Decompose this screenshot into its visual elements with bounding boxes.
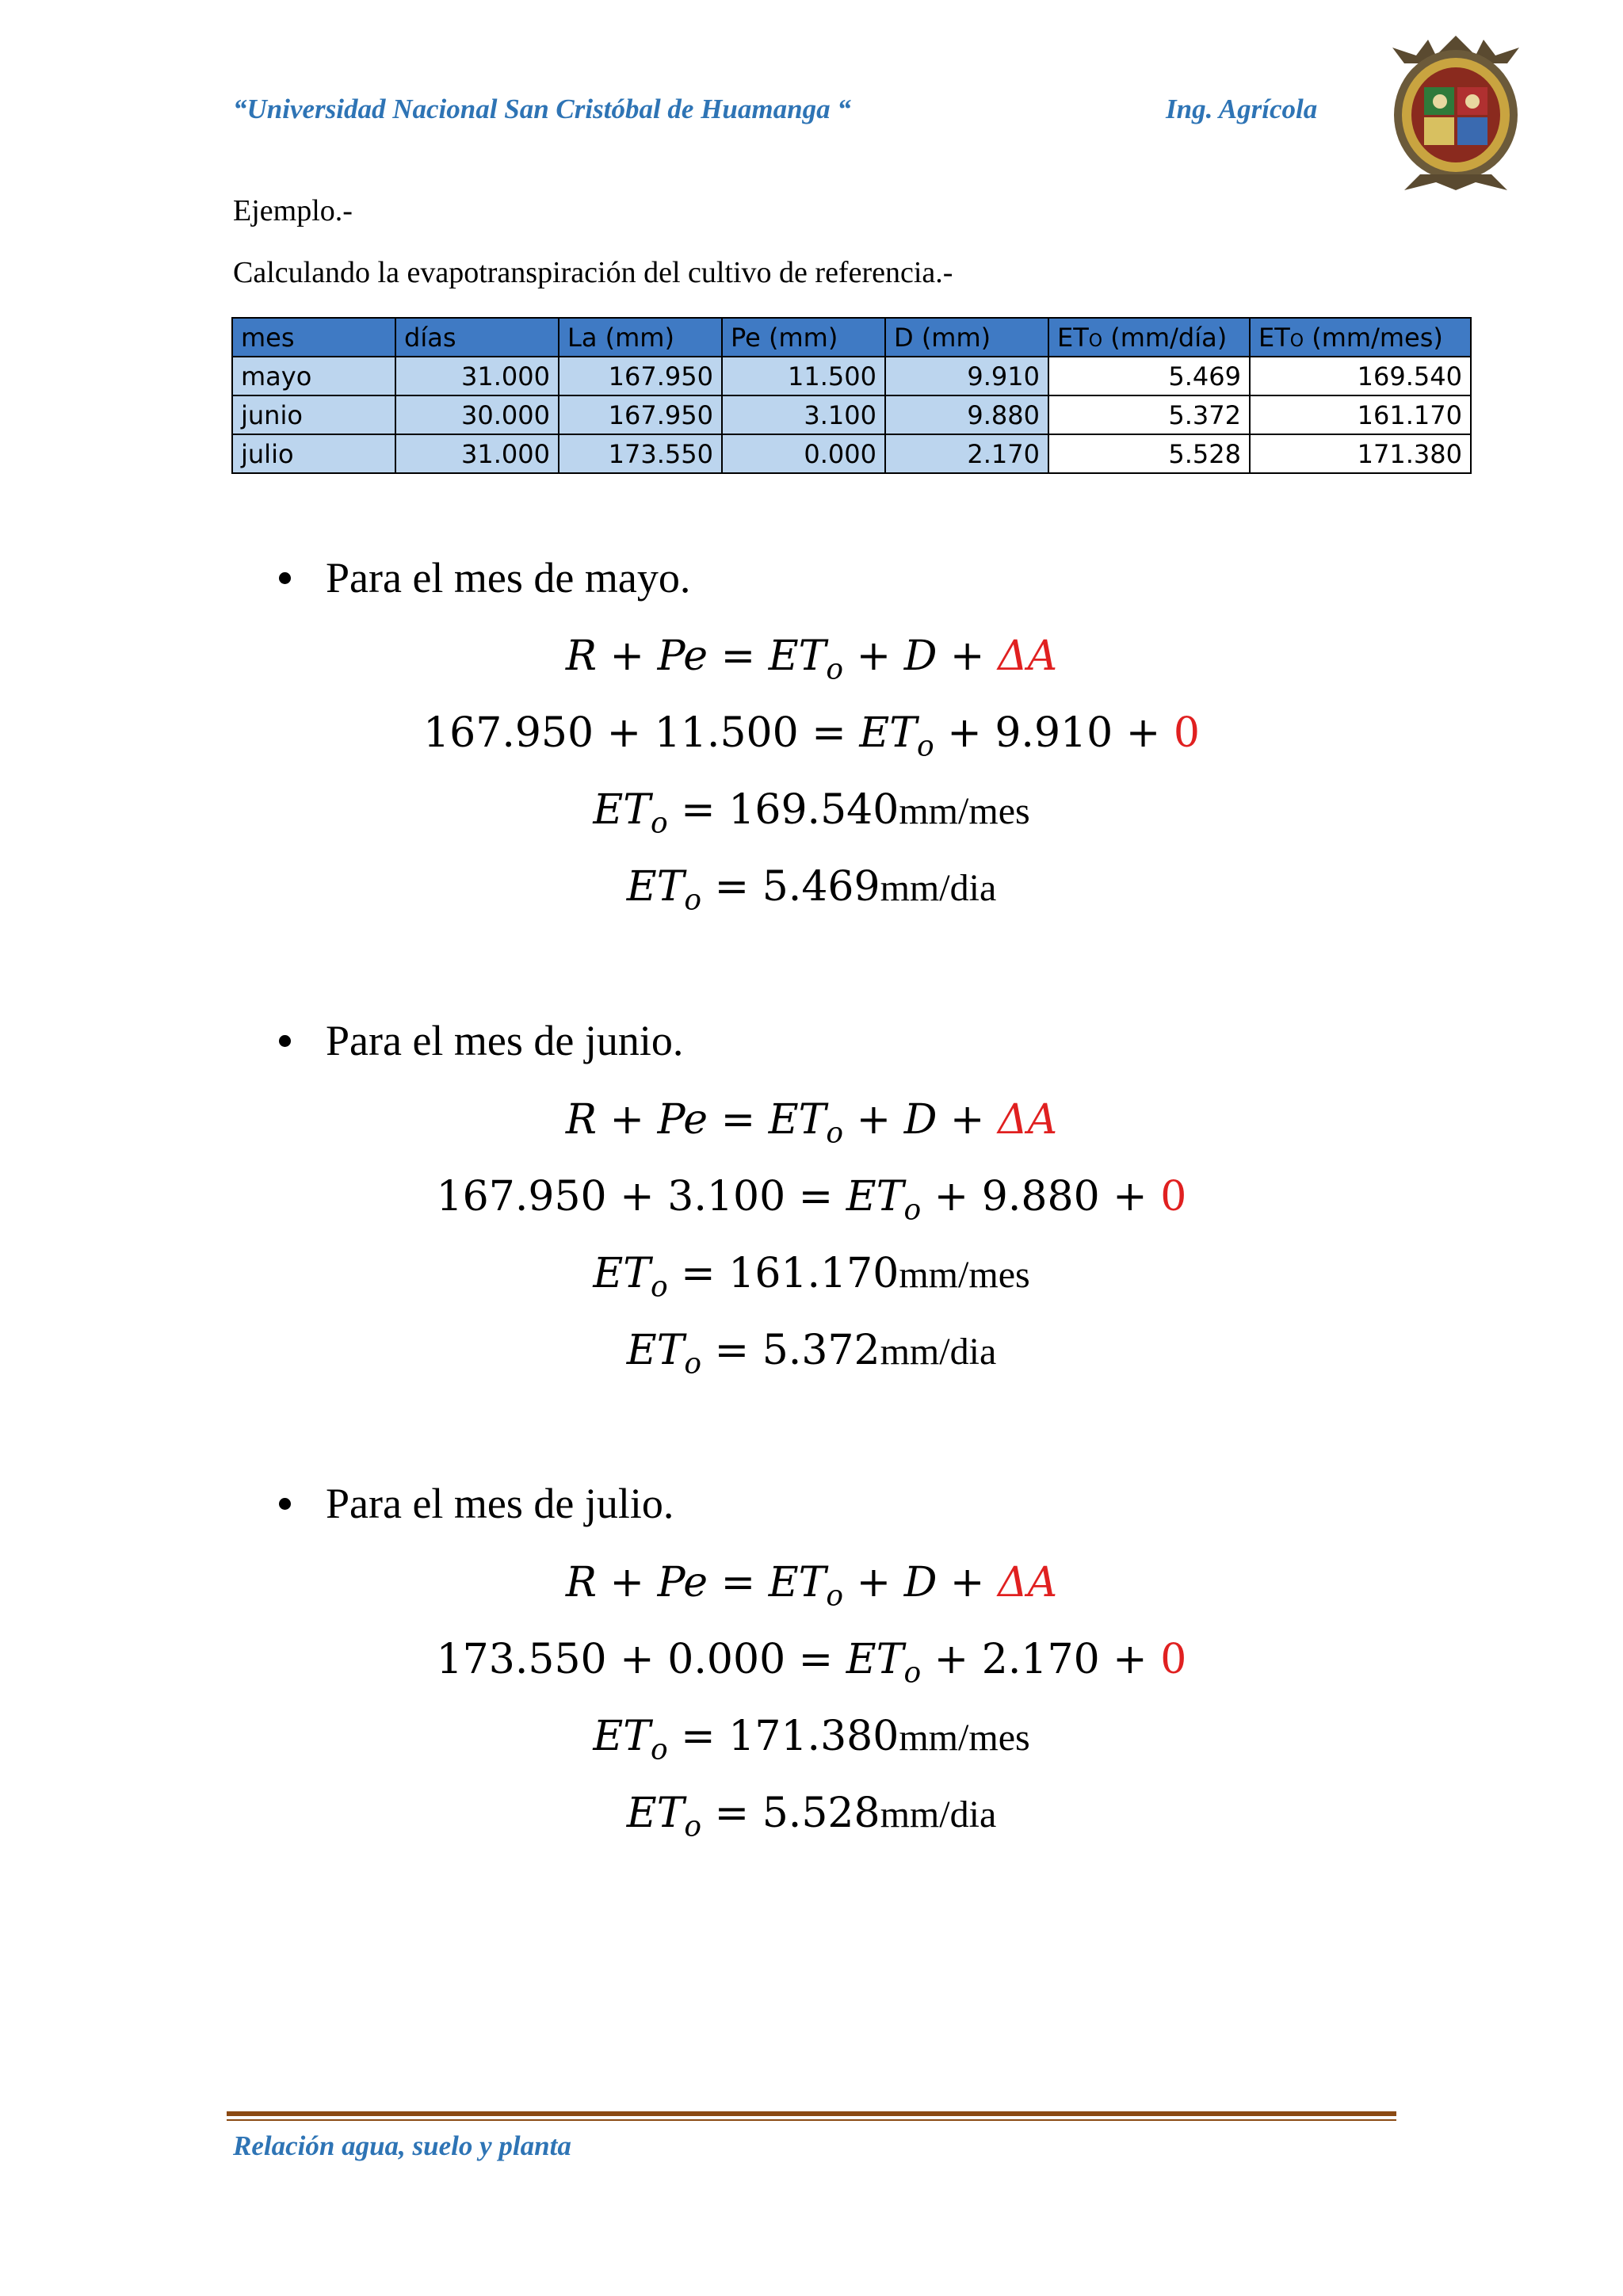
table-cell: 5.469 — [1048, 357, 1250, 395]
col-header-dias: días — [395, 318, 559, 357]
table-cell: 169.540 — [1250, 357, 1471, 395]
table-cell: 11.500 — [722, 357, 885, 395]
table-cell: 30.000 — [395, 395, 559, 434]
col-header-eto-mes: ETO (mm/mes) — [1250, 318, 1471, 357]
col-header-pe: Pe (mm) — [722, 318, 885, 357]
section-title-text: Para el mes de mayo. — [326, 554, 691, 602]
table-cell: junio — [232, 395, 395, 434]
table-cell: 173.550 — [559, 434, 722, 473]
result-eto-month: $ET_o = 171.380mm/mes$ — [593, 1713, 1030, 1767]
col-header-la: La (mm) — [559, 318, 722, 357]
section-junio-title — [279, 1016, 683, 1065]
table-cell: 0.000 — [722, 434, 885, 473]
result-eto-month: $ET_o = 169.540mm/mes$ — [593, 786, 1030, 840]
col-header-mes: mes — [232, 318, 395, 357]
table-cell: 167.950 — [559, 395, 722, 434]
table-cell: 171.380 — [1250, 434, 1471, 473]
table-cell: 31.000 — [395, 357, 559, 395]
delta-a-value: 0 — [1173, 709, 1200, 757]
equation-values: $167.950 + 11.500 = ET_o + 9.910 + 0$ — [423, 709, 1200, 763]
table-cell: 9.880 — [885, 395, 1048, 434]
result-eto-day: $ET_o = 5.528mm/dia$ — [626, 1790, 997, 1843]
equation-values: $173.550 + 0.000 = ET_o + 2.170 + 0$ — [436, 1636, 1187, 1690]
section-mayo-title — [279, 553, 690, 602]
bullet-icon — [279, 572, 291, 584]
equation-values: $167.950 + 3.100 = ET_o + 9.880 + 0$ — [436, 1173, 1187, 1227]
footer-rule — [227, 2111, 1396, 2116]
section-julio-title — [279, 1479, 674, 1528]
table-header-row — [232, 318, 1471, 357]
header-school: Ing. Agrícola — [1166, 94, 1318, 124]
delta-a-term: ΔA — [998, 1096, 1058, 1144]
col-header-d: D (mm) — [885, 318, 1048, 357]
table-cell: 5.528 — [1048, 434, 1250, 473]
example-label: Ejemplo.- — [233, 194, 353, 227]
table-row — [232, 357, 1471, 395]
col-header-eto-dia: ETO (mm/día) — [1048, 318, 1250, 357]
table-cell: 5.372 — [1048, 395, 1250, 434]
equation-general: $R + Pe = ET_o + D + \Delta A$ — [565, 1559, 1058, 1613]
university-seal-icon — [1388, 32, 1523, 194]
table-cell: mayo — [232, 357, 395, 395]
header-university: “Universidad Nacional San Cristóbal de Huamanga “ — [233, 94, 851, 124]
table-cell: julio — [232, 434, 395, 473]
delta-a-term: ΔA — [998, 632, 1058, 680]
delta-a-term: ΔA — [998, 1559, 1058, 1606]
table-cell: 167.950 — [559, 357, 722, 395]
footer-rule-thin — [227, 2119, 1396, 2121]
section-title-text: Para el mes de julio. — [326, 1480, 674, 1527]
equation-general: $R + Pe = ET_o + D + \Delta A$ — [565, 1096, 1058, 1150]
table-cell: 161.170 — [1250, 395, 1471, 434]
table-cell: 9.910 — [885, 357, 1048, 395]
delta-a-value: 0 — [1160, 1636, 1187, 1683]
table-row — [232, 434, 1471, 473]
table-cell: 2.170 — [885, 434, 1048, 473]
result-eto-day: $ET_o = 5.469mm/dia$ — [626, 863, 997, 917]
bullet-icon — [279, 1035, 291, 1047]
evapotranspiration-table — [231, 317, 1472, 474]
equation-general: $R + Pe = ET_o + D + \Delta A$ — [565, 632, 1058, 686]
table-cell: 31.000 — [395, 434, 559, 473]
delta-a-value: 0 — [1160, 1173, 1187, 1221]
result-eto-month: $ET_o = 161.170mm/mes$ — [593, 1250, 1030, 1304]
result-eto-day: $ET_o = 5.372mm/dia$ — [626, 1327, 997, 1381]
section-title-text: Para el mes de junio. — [326, 1017, 684, 1064]
table-cell: 3.100 — [722, 395, 885, 434]
bullet-icon — [279, 1498, 291, 1510]
table-row — [232, 395, 1471, 434]
footer-title: Relación agua, suelo y planta — [233, 2130, 571, 2161]
section-subtitle: Calculando la evapotranspiración del cultivo de referencia.- — [233, 256, 953, 289]
